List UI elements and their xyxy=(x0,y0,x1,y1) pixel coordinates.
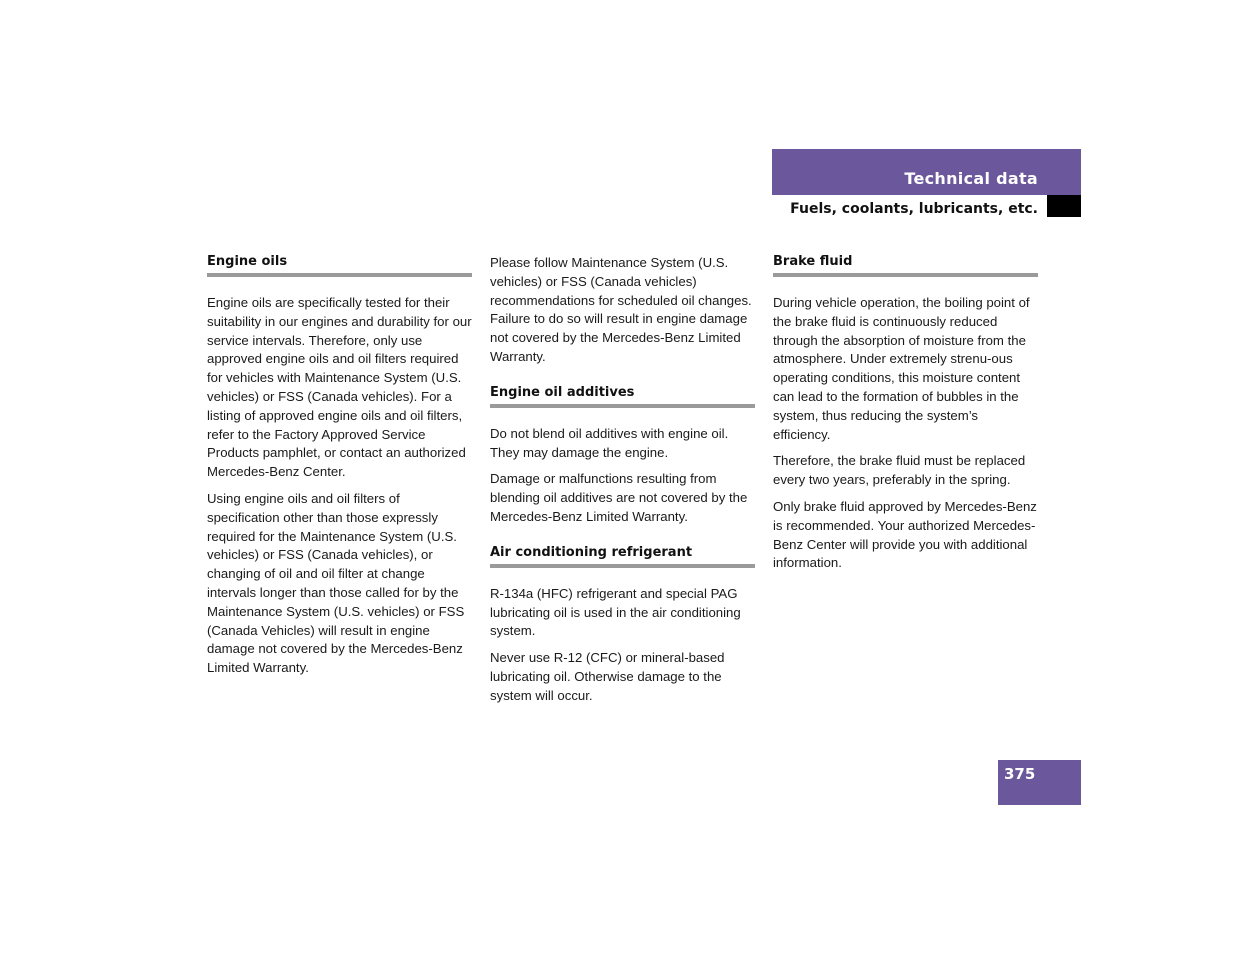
heading-engine-oils: Engine oils xyxy=(207,254,472,277)
paragraph: R-134a (HFC) refrigerant and special PAG lubricating oil is used in the air conditioning system. xyxy=(490,585,741,639)
heading-engine-oil-additives: Engine oil additives xyxy=(490,385,755,408)
page-number-box xyxy=(998,760,1081,805)
text-column-1 xyxy=(207,254,472,686)
heading-air-conditioning-refrigerant: Air conditioning refrigerant xyxy=(490,545,755,568)
section-subtitle: Fuels, coolants, lubricants, etc. xyxy=(790,201,1038,217)
paragraph: Therefore, the brake fluid must be replaced every two years, preferably in the spring. xyxy=(773,453,1026,488)
paragraph: Using engine oils and oil filters of specification other than those expressly required for the Maintenance System (U.S. vehicles) or FSS (Canada vehicles), or changing of oil and oil filter at change intervals longer than those called for by the Maintenance System (U.S. vehicles) or FSS (Canada Vehicles) will result in engine damage not covered by the Mercedes-Benz Limited Warranty. xyxy=(207,490,465,676)
paragraph: Only brake fluid approved by Mercedes-Benz is recommended. Your authorized Mercedes-Benz Center will provide you with additional information. xyxy=(773,498,1037,571)
chapter-title: Technical data xyxy=(904,169,1038,188)
heading-brake-fluid: Brake fluid xyxy=(773,254,1038,277)
paragraph: Damage or malfunctions resulting from blending oil additives are not covered by the Mercedes-Benz Limited Warranty. xyxy=(490,471,748,524)
paragraph: Engine oils are specifically tested for their suitability in our engines and durability for our service intervals. Therefore, only use approved engine oils and oil filters required for vehicles with Maintenance System (U.S. vehicles) or FSS (Canada vehicles). For a listing of approved engine oils and oil filters, refer to the Factory Approved Service Products pamphlet, or contact an authorized Mercedes-Benz Center. xyxy=(207,295,472,480)
thumb-tab-marker xyxy=(1047,195,1081,217)
chapter-header-band xyxy=(772,149,1081,195)
paragraph: Do not blend oil additives with engine oil. They may damage the engine. xyxy=(490,425,729,460)
paragraph: Never use R-12 (CFC) or mineral-based lubricating oil. Otherwise damage to the system will occur. xyxy=(490,650,725,703)
text-column-3 xyxy=(773,254,1038,581)
paragraph: During vehicle operation, the boiling point of the brake fluid is continuously reduced through the absorption of moisture from the atmosphere. Under extremely strenu-ous operating conditions, this moisture content can lead to the formation of bubbles in the system, thus reducing the system’s efficiency. xyxy=(773,295,1030,442)
page-number: 375 xyxy=(1004,765,1036,783)
paragraph: Please follow Maintenance System (U.S. vehicles) or FSS (Canada vehicles) recommendations for scheduled oil changes. Failure to do so will result in engine damage not covered by the Mercedes-Benz Limited Warranty. xyxy=(490,255,752,364)
text-column-2 xyxy=(490,254,755,714)
